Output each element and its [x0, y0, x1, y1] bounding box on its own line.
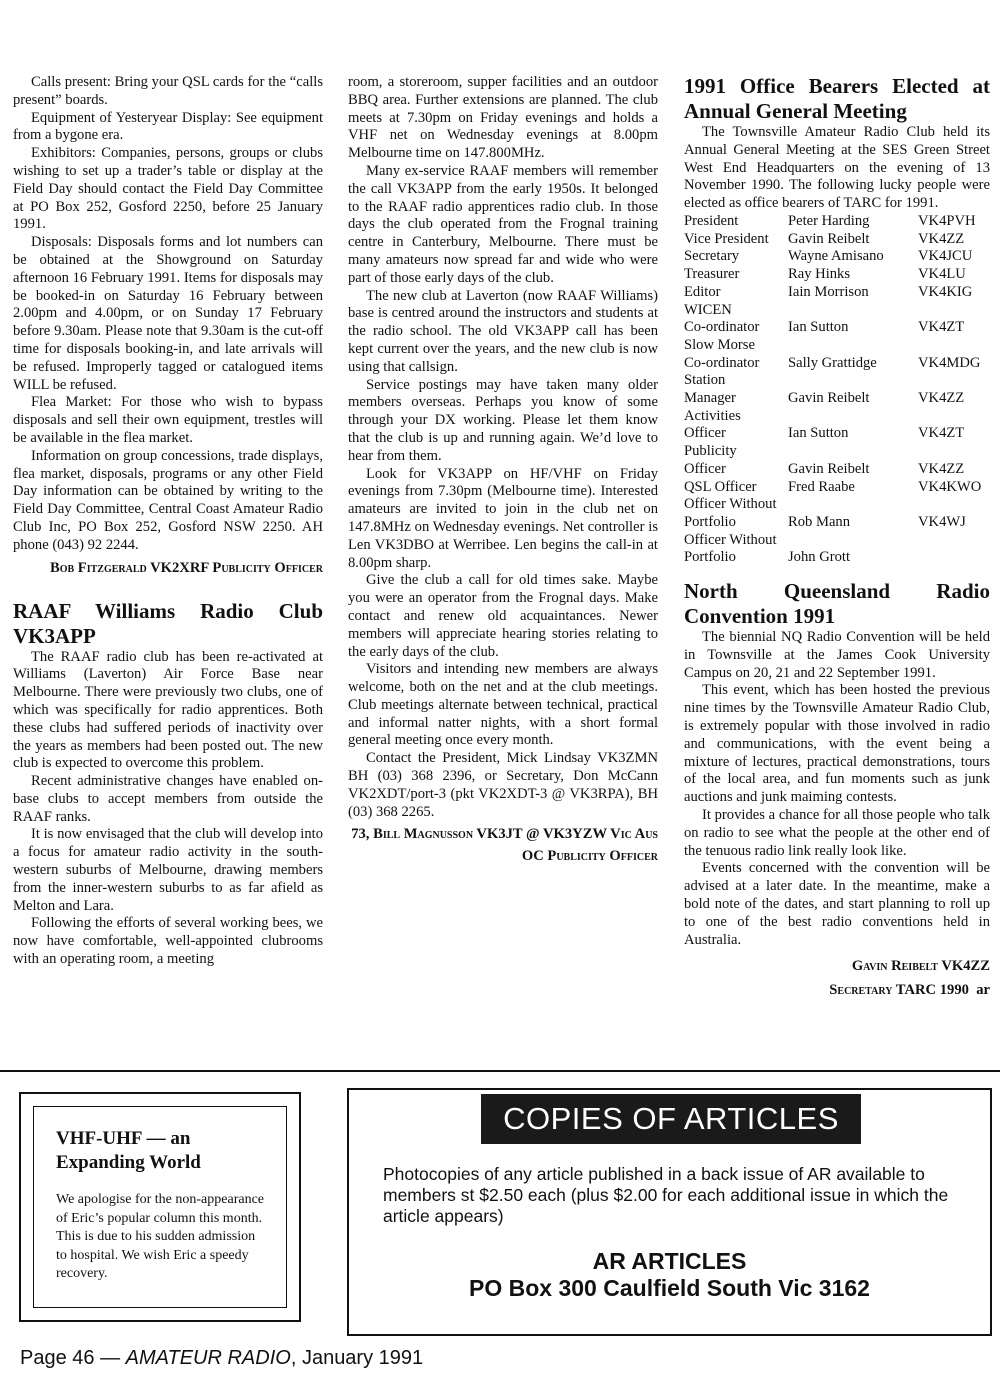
office-holder: Gavin Reibelt	[788, 460, 870, 477]
para-information: Information on group concessions, trade displays, flea market, disposals, programs or any other Field Day information can be obtained by writing to the Field Day Committee, Central Coast Amateur Radio Club Inc, PO Box 252, Gosford NSW 2250. AH phone (043) 92 2244.	[13, 447, 323, 553]
office-bearer-row	[684, 302, 990, 320]
office-bearer-row	[684, 231, 990, 249]
office-title: Portfolio	[684, 549, 736, 566]
office-callsign: VK4ZZ	[918, 460, 965, 477]
office-title: Slow Morse	[684, 336, 755, 353]
para-nq-4: Events concerned with the convention will be advised at a later date. In the meantime, make a bold note of the dates, and start planning to roll up to one of the best radio conventions held in Australia.	[684, 860, 990, 948]
office-holder	[788, 408, 918, 426]
office-callsign: VK4ZZ	[918, 390, 965, 407]
office-bearer-row	[684, 549, 990, 567]
signature-secretary-tarc	[684, 979, 990, 1001]
para-agm-intro: The Townsville Amateur Radio Club held its Annual General Meeting at the SES Green Street West End Headquarters on the evening of 13 November 1990. The following lucky people were elected as office bearers of TARC for 1991.	[684, 124, 990, 212]
office-holder: John Grott	[788, 549, 851, 566]
office-title: Officer	[684, 425, 726, 442]
office-bearer-row	[684, 532, 990, 550]
heading-office-bearers: 1991 Office Bearers Elected at Annual General Meeting	[684, 74, 990, 123]
para-service-postings: Service postings may have taken many older members overseas. Perhaps you know of some through your DX working. Please let them know that the club is up and running again. We’d love to hear from them.	[348, 376, 658, 464]
office-bearer-row	[684, 443, 990, 461]
office-title: Manager	[684, 390, 736, 407]
office-holder	[788, 372, 918, 390]
office-bearer-row	[684, 319, 990, 337]
para-contact: Contact the President, Mick Lindsay VK3ZMN BH (03) 368 2396, or Secretary, Don McCann VK2XDT/port-3 (pkt VK2XDT-3 @ VK3RPA), BH (03) 368 2265.	[348, 750, 658, 820]
office-title: Vice President	[684, 230, 769, 247]
office-holder: Gavin Reibelt	[788, 390, 870, 407]
page-footer	[20, 1346, 423, 1370]
copies-address-line-2: PO Box 300 Caulfield South Vic 3162	[469, 1275, 870, 1301]
para-raaf-4: Following the efforts of several working bees, we now have comfortable, well-appointed clubrooms with an operating room, a meeting	[13, 915, 323, 968]
office-callsign: VK4ZZ	[918, 230, 965, 247]
office-callsign	[918, 372, 990, 390]
office-callsign: VK4LU	[918, 266, 966, 283]
office-holder	[788, 532, 918, 550]
copies-address	[349, 1248, 990, 1302]
signature-gavin-reibelt: Gavin Reibelt VK4ZZ	[851, 958, 990, 975]
office-bearer-row	[684, 266, 990, 284]
office-holder: Rob Mann	[788, 513, 851, 530]
office-title: Officer	[684, 460, 726, 477]
office-callsign	[918, 496, 990, 514]
office-holder	[788, 302, 918, 320]
para-give-call: Give the club a call for old times sake. Maybe you were an operator from the Frognal days. Make contact and renew old acquaintances. Newer members will appreciate hearing stories relating to the early days of the club.	[348, 572, 658, 660]
office-callsign	[918, 443, 990, 461]
office-bearers-table	[684, 213, 990, 567]
end-mark: ar	[976, 982, 990, 999]
copies-address-line-1: AR ARTICLES	[592, 1248, 747, 1274]
office-bearer-row	[684, 337, 990, 355]
para-visitors: Visitors and intending new members are always welcome, both on the net and at the club meetings. Club meetings alternate between technical, practical and informal natter nights, with a short formal general meeting once every month.	[348, 661, 658, 749]
column-3	[684, 74, 990, 1001]
office-holder	[788, 496, 918, 514]
vhf-uhf-title: VHF-UHF — an Expanding World	[56, 1128, 201, 1173]
office-title: Treasurer	[684, 266, 740, 283]
para-equipment: Equipment of Yesteryear Display: See equipment from a bygone era.	[13, 109, 323, 144]
para-nq-1: The biennial NQ Radio Convention will be held in Townsville at the James Cook University Campus on 20, 21 and 22 September 1991.	[684, 629, 990, 681]
heading-nq-convention: North Queensland Radio Convention 1991	[684, 579, 990, 629]
office-bearer-row	[684, 514, 990, 532]
office-bearer-row	[684, 479, 990, 497]
office-title: Editor	[684, 283, 721, 300]
heading-raaf-williams: RAAF Williams Radio Club VK3APP	[13, 598, 323, 648]
para-exhibitors: Exhibitors: Companies, persons, groups or clubs wishing to set up a trader’s table or display at the Field Day should contact the Field Day Committee at PO Box 252, Gosford 2250, before 25 January 1991.	[13, 145, 323, 233]
office-bearer-row	[684, 248, 990, 266]
column-2	[348, 74, 658, 867]
office-title: Activities	[684, 407, 741, 424]
office-holder: Iain Morrison	[788, 283, 869, 300]
para-raaf-1: The RAAF radio club has been re-activated at Williams (Laverton) Air Force Base near Melbourne. There were previously two clubs, one of which was specifically for radio apprentices. Both these clubs had suffered periods of inactivity over the years as members had been posted out. The new club is expected to overcome this problem.	[13, 648, 323, 772]
office-holder: Ian Sutton	[788, 425, 849, 442]
copies-heading: COPIES OF ARTICLES	[481, 1094, 861, 1144]
office-title: Officer Without	[684, 531, 777, 548]
office-bearer-row	[684, 408, 990, 426]
office-callsign	[918, 532, 990, 550]
office-callsign: VK4PVH	[918, 212, 976, 229]
office-bearer-row	[684, 284, 990, 302]
para-raaf-2: Recent administrative changes have enabled on-base clubs to accept members from outside the RAAF ranks.	[13, 773, 323, 825]
office-holder: Peter Harding	[788, 212, 870, 229]
office-bearer-row	[684, 372, 990, 390]
copies-text: Photocopies of any article published in a back issue of AR available to members st $2.50 each (plus $2.00 for each additional issue in which the article appears)	[383, 1164, 949, 1226]
office-bearer-row	[684, 425, 990, 443]
section-divider	[0, 1070, 1000, 1072]
office-bearer-row	[684, 355, 990, 373]
office-title: Co-ordinator	[684, 319, 760, 336]
footer-magazine: AMATEUR RADIO	[125, 1347, 291, 1369]
office-holder	[788, 443, 918, 461]
para-look-for: Look for VK3APP on HF/VHF on Friday evenings from 7.30pm (Melbourne time). Interested amateurs are invited to join in the club net on 147.8MHz on Wednesday evenings. Net controller is Len VK3DBO at Werribee. Len begins the call-in at 8.00pm sharp.	[348, 465, 658, 571]
vhf-uhf-notice-box	[19, 1092, 301, 1322]
office-callsign: VK4WJ	[918, 513, 966, 530]
office-bearer-row	[684, 213, 990, 231]
para-laverton: The new club at Laverton (now RAAF Williams) base is centred around the instructors and students at the radio school. The old VK3APP call has been kept current over the years, and the new club is now using that callsign.	[348, 287, 658, 375]
office-title: WICEN	[684, 301, 732, 318]
office-callsign	[918, 408, 990, 426]
office-holder: Gavin Reibelt	[788, 230, 870, 247]
footer-page: Page 46 —	[20, 1347, 126, 1369]
copies-of-articles-box	[347, 1088, 992, 1336]
office-title: Portfolio	[684, 513, 736, 530]
office-bearer-row	[684, 390, 990, 408]
vhf-uhf-inner-frame	[33, 1106, 287, 1308]
office-holder: Fred Raabe	[788, 478, 855, 495]
signature-bob-fitzgerald: Bob Fitzgerald VK2XRF Publicity Officer	[49, 559, 323, 576]
office-holder	[788, 337, 918, 355]
para-disposals: Disposals: Disposals forms and lot numbers can be obtained at the Showground on Saturday afternoon 16 February 1991. Items for disposals may be booked-in on Saturday 16 February between 2.00pm and 4.00pm, or on Sunday 17 February before 9.30am. Please note that 9.30am is the cut-off time for disposals booking-in, and late arrivals will be refused. Improperly tagged or catalogued items WILL be refused.	[13, 234, 323, 393]
office-callsign: VK4ZT	[918, 319, 965, 336]
office-title: President	[684, 212, 739, 229]
office-holder: Ray Hinks	[788, 266, 851, 283]
office-callsign	[918, 302, 990, 320]
office-bearer-row	[684, 461, 990, 479]
office-title: Co-ordinator	[684, 354, 760, 371]
para-nq-3: It provides a chance for all those people who talk on radio to see what the people at the other end of the tenuous radio link really look like.	[684, 807, 990, 859]
para-raaf-3: It is now envisaged that the club will develop into a focus for amateur radio activity in the south-western suburbs of Melbourne, drawing members from the inner-western suburbs to as far afield as Melton and Lara.	[13, 826, 323, 914]
office-bearer-row	[684, 496, 990, 514]
office-holder: Sally Grattidge	[788, 354, 877, 371]
office-callsign	[918, 337, 990, 355]
office-title: Station	[684, 372, 726, 389]
office-title: QSL Officer	[684, 478, 757, 495]
para-nq-2: This event, which has been hosted the previous nine times by the Townsville Amateur Radio Club, is extremely popular with those involved in radio and communications, with the event being a mixture of lectures, practical demonstrations, tours of the local area, and fun moments such as junk auctions and junk maiming contests.	[684, 682, 990, 806]
signature-bill-magnusson: 73, Bill Magnusson VK3JT @ VK3YZW Vic Aus OC Publicity Officer	[351, 826, 658, 865]
office-callsign: VK4ZT	[918, 425, 965, 442]
office-title: Officer Without	[684, 496, 777, 513]
office-title: Secretary	[684, 248, 740, 265]
column-1	[13, 74, 323, 969]
para-calls-present: Calls present: Bring your QSL cards for the “calls present” boards.	[13, 74, 323, 108]
signature-role: Secretary TARC 1990	[829, 982, 969, 999]
office-holder: Wayne Amisano	[788, 248, 884, 265]
office-callsign: VK4KWO	[918, 478, 982, 495]
footer-date: , January 1991	[290, 1347, 424, 1369]
office-holder: Ian Sutton	[788, 319, 849, 336]
vhf-uhf-text: We apologise for the non-appearance of Eric’s popular column this month. This is due to his sudden admission to hospital. We wish Eric a speedy recovery.	[56, 1192, 264, 1281]
para-flea-market: Flea Market: For those who wish to bypass disposals and sell their own equipment, trestles will be available in the flea market.	[13, 394, 323, 446]
office-callsign: VK4MDG	[918, 354, 981, 371]
para-ex-service: Many ex-service RAAF members will remember the call VK3APP from the early 1950s. It belonged to the RAAF radio apprentices radio club. In those days the club operated from the Frognal training centre in Canterbury, Melbourne. There must be many amateurs now spread far and wide who were part of those early days of the club.	[348, 162, 658, 286]
office-title: Publicity	[684, 443, 737, 460]
office-callsign: VK4KIG	[918, 283, 973, 300]
office-callsign: VK4JCU	[918, 248, 973, 265]
para-raaf-cont: room, a storeroom, supper facilities and an outdoor BBQ area. Further extensions are planned. The club meets at 7.30pm on Friday evenings and holds a VHF net on Wednesday evenings at 8.00pm Melbourne time on 147.800MHz.	[348, 74, 658, 162]
office-callsign	[918, 549, 990, 567]
